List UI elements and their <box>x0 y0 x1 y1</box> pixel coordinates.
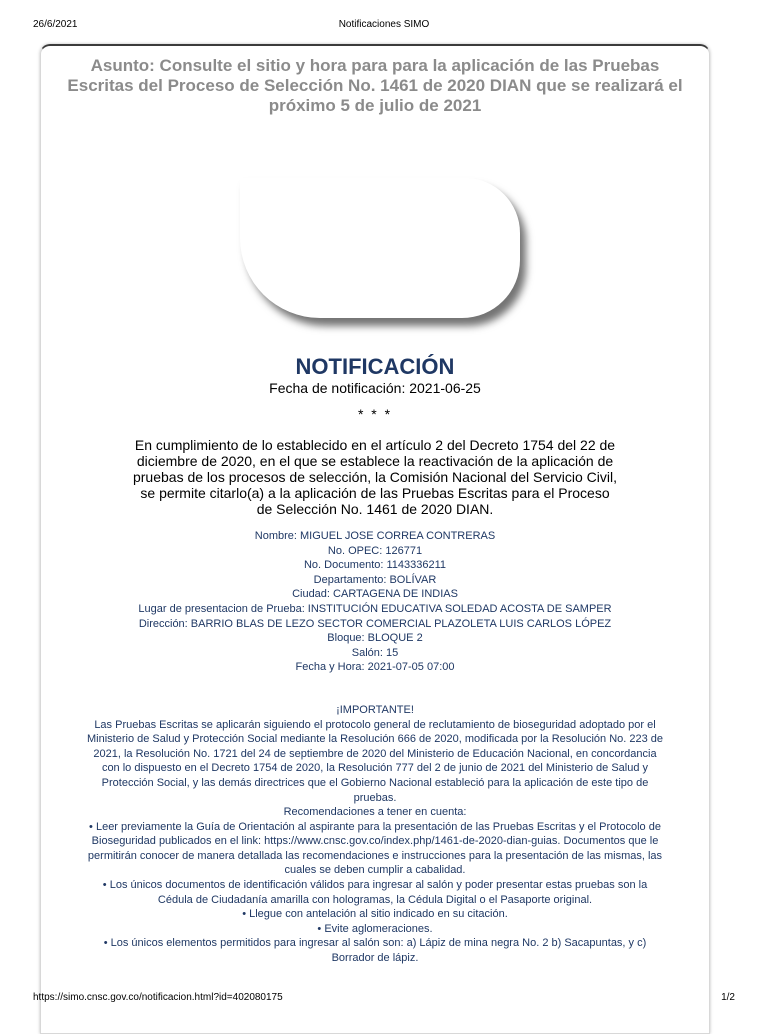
citation-details <box>51 529 699 675</box>
logo-area <box>51 116 699 346</box>
detail-document: No. Documento: 1143336211 <box>303 559 447 572</box>
notification-card <box>40 44 710 1034</box>
print-footer <box>0 992 768 1012</box>
detail-address: Dirección: BARRIO BLAS DE LEZO SECTOR COMERCIAL PLAZOLETA LUIS CARLOS LÓPEZ <box>138 617 612 630</box>
print-header <box>0 0 768 40</box>
logo-placeholder <box>240 178 520 318</box>
recommendation-item: • Evite aglomeraciones. <box>317 922 433 935</box>
recommendation-item: • Llegue con antelación al sitio indicado en su citación. <box>242 908 508 921</box>
important-section <box>87 703 663 966</box>
detail-test-location: Lugar de presentacion de Prueba: INSTITUCIÓN EDUCATIVA SOLEDAD ACOSTA DE SAMPER <box>138 602 612 615</box>
print-url: https://simo.cnsc.gov.co/notificacion.html?id=402080175 <box>33 992 283 1003</box>
separator-stars: * * * <box>357 406 393 422</box>
detail-city: Ciudad: CARTAGENA DE INDIAS <box>292 588 458 601</box>
detail-department: Departamento: BOLÍVAR <box>313 573 437 586</box>
detail-room: Salón: 15 <box>351 646 399 659</box>
recommendation-item: • Los únicos elementos permitidos para ingresar al salón son: a) Lápiz de mina negra No. 2 b) Sacapuntas, y c) Borrador de lápiz. <box>103 937 647 965</box>
notification-subject: Asunto: Consulte el sitio y hora para para la aplicación de las Pruebas Escritas del Proceso de Selección No. 1461 de 2020 DIAN que se realizará el próximo 5 de julio de 2021 <box>67 56 683 115</box>
detail-datetime: Fecha y Hora: 2021-07-05 07:00 <box>295 661 455 674</box>
recommendation-item: • Leer previamente la Guía de Orientación al aspirante para la presentación de las Pruebas Escritas y el Protocolo de Bioseguridad publicados en el link: https://www.cnsc.gov.co/index.php/1461-de-2020-dian-guias. Documentos que le permitirán conocer de manera detallada las recomendaciones e instrucciones para la presentación de las mismas, las cuales se deben cumplir a cabalidad. <box>87 820 663 877</box>
notification-title: NOTIFICACIÓN <box>295 354 455 379</box>
print-date: 26/6/2021 <box>33 19 78 30</box>
print-document-title: Notificaciones SIMO <box>338 19 430 30</box>
intro-paragraph: En cumplimiento de lo establecido en el artículo 2 del Decreto 1754 del 22 de diciembre de 2020, en el que se establece la reactivación de la aplicación de pruebas de los procesos de selección, la Comisión Nacional del Servicio Civil, se permite citarlo(a) a la aplicación de las Pruebas Escritas para el Proceso de Selección No. 1461 de 2020 DIAN. <box>132 437 617 517</box>
recommendations-heading: Recomendaciones a tener en cuenta: <box>283 806 467 819</box>
recommendation-item: • Los únicos documentos de identificación válidos para ingresar al salón y poder presentar estas pruebas son la Cédula de Ciudadanía amarilla con hologramas, la Cédula Digital o el Pasaporte original. <box>102 879 648 906</box>
detail-name: Nombre: MIGUEL JOSE CORREA CONTRERAS <box>254 530 496 542</box>
notification-date: Fecha de notificación: 2021-06-25 <box>269 380 481 396</box>
important-body: Las Pruebas Escritas se aplicarán siguiendo el protocolo general de reclutamiento de bioseguridad adoptado por el Ministerio de Salud y Protección Social mediante la Resolución 666 de 2020, modificada por la Resolución No. 223 de 2021, la Resolución No. 1721 del 24 de septiembre de 2020 del Ministerio de Educación Nacional, en concordancia con lo dispuesto en el Decreto 1754 de 2020, la Resolución 777 del 2 de junio de 2021 del Ministerio de Salud y Protección Social, y las demás directrices que el Gobierno Nacional estableció para la aplicación de este tipo de pruebas. <box>87 718 664 804</box>
important-heading: ¡IMPORTANTE! <box>336 703 414 716</box>
detail-opec: No. OPEC: 126771 <box>327 544 423 557</box>
page-number: 1/2 <box>721 992 735 1003</box>
detail-block: Bloque: BLOQUE 2 <box>327 632 423 645</box>
